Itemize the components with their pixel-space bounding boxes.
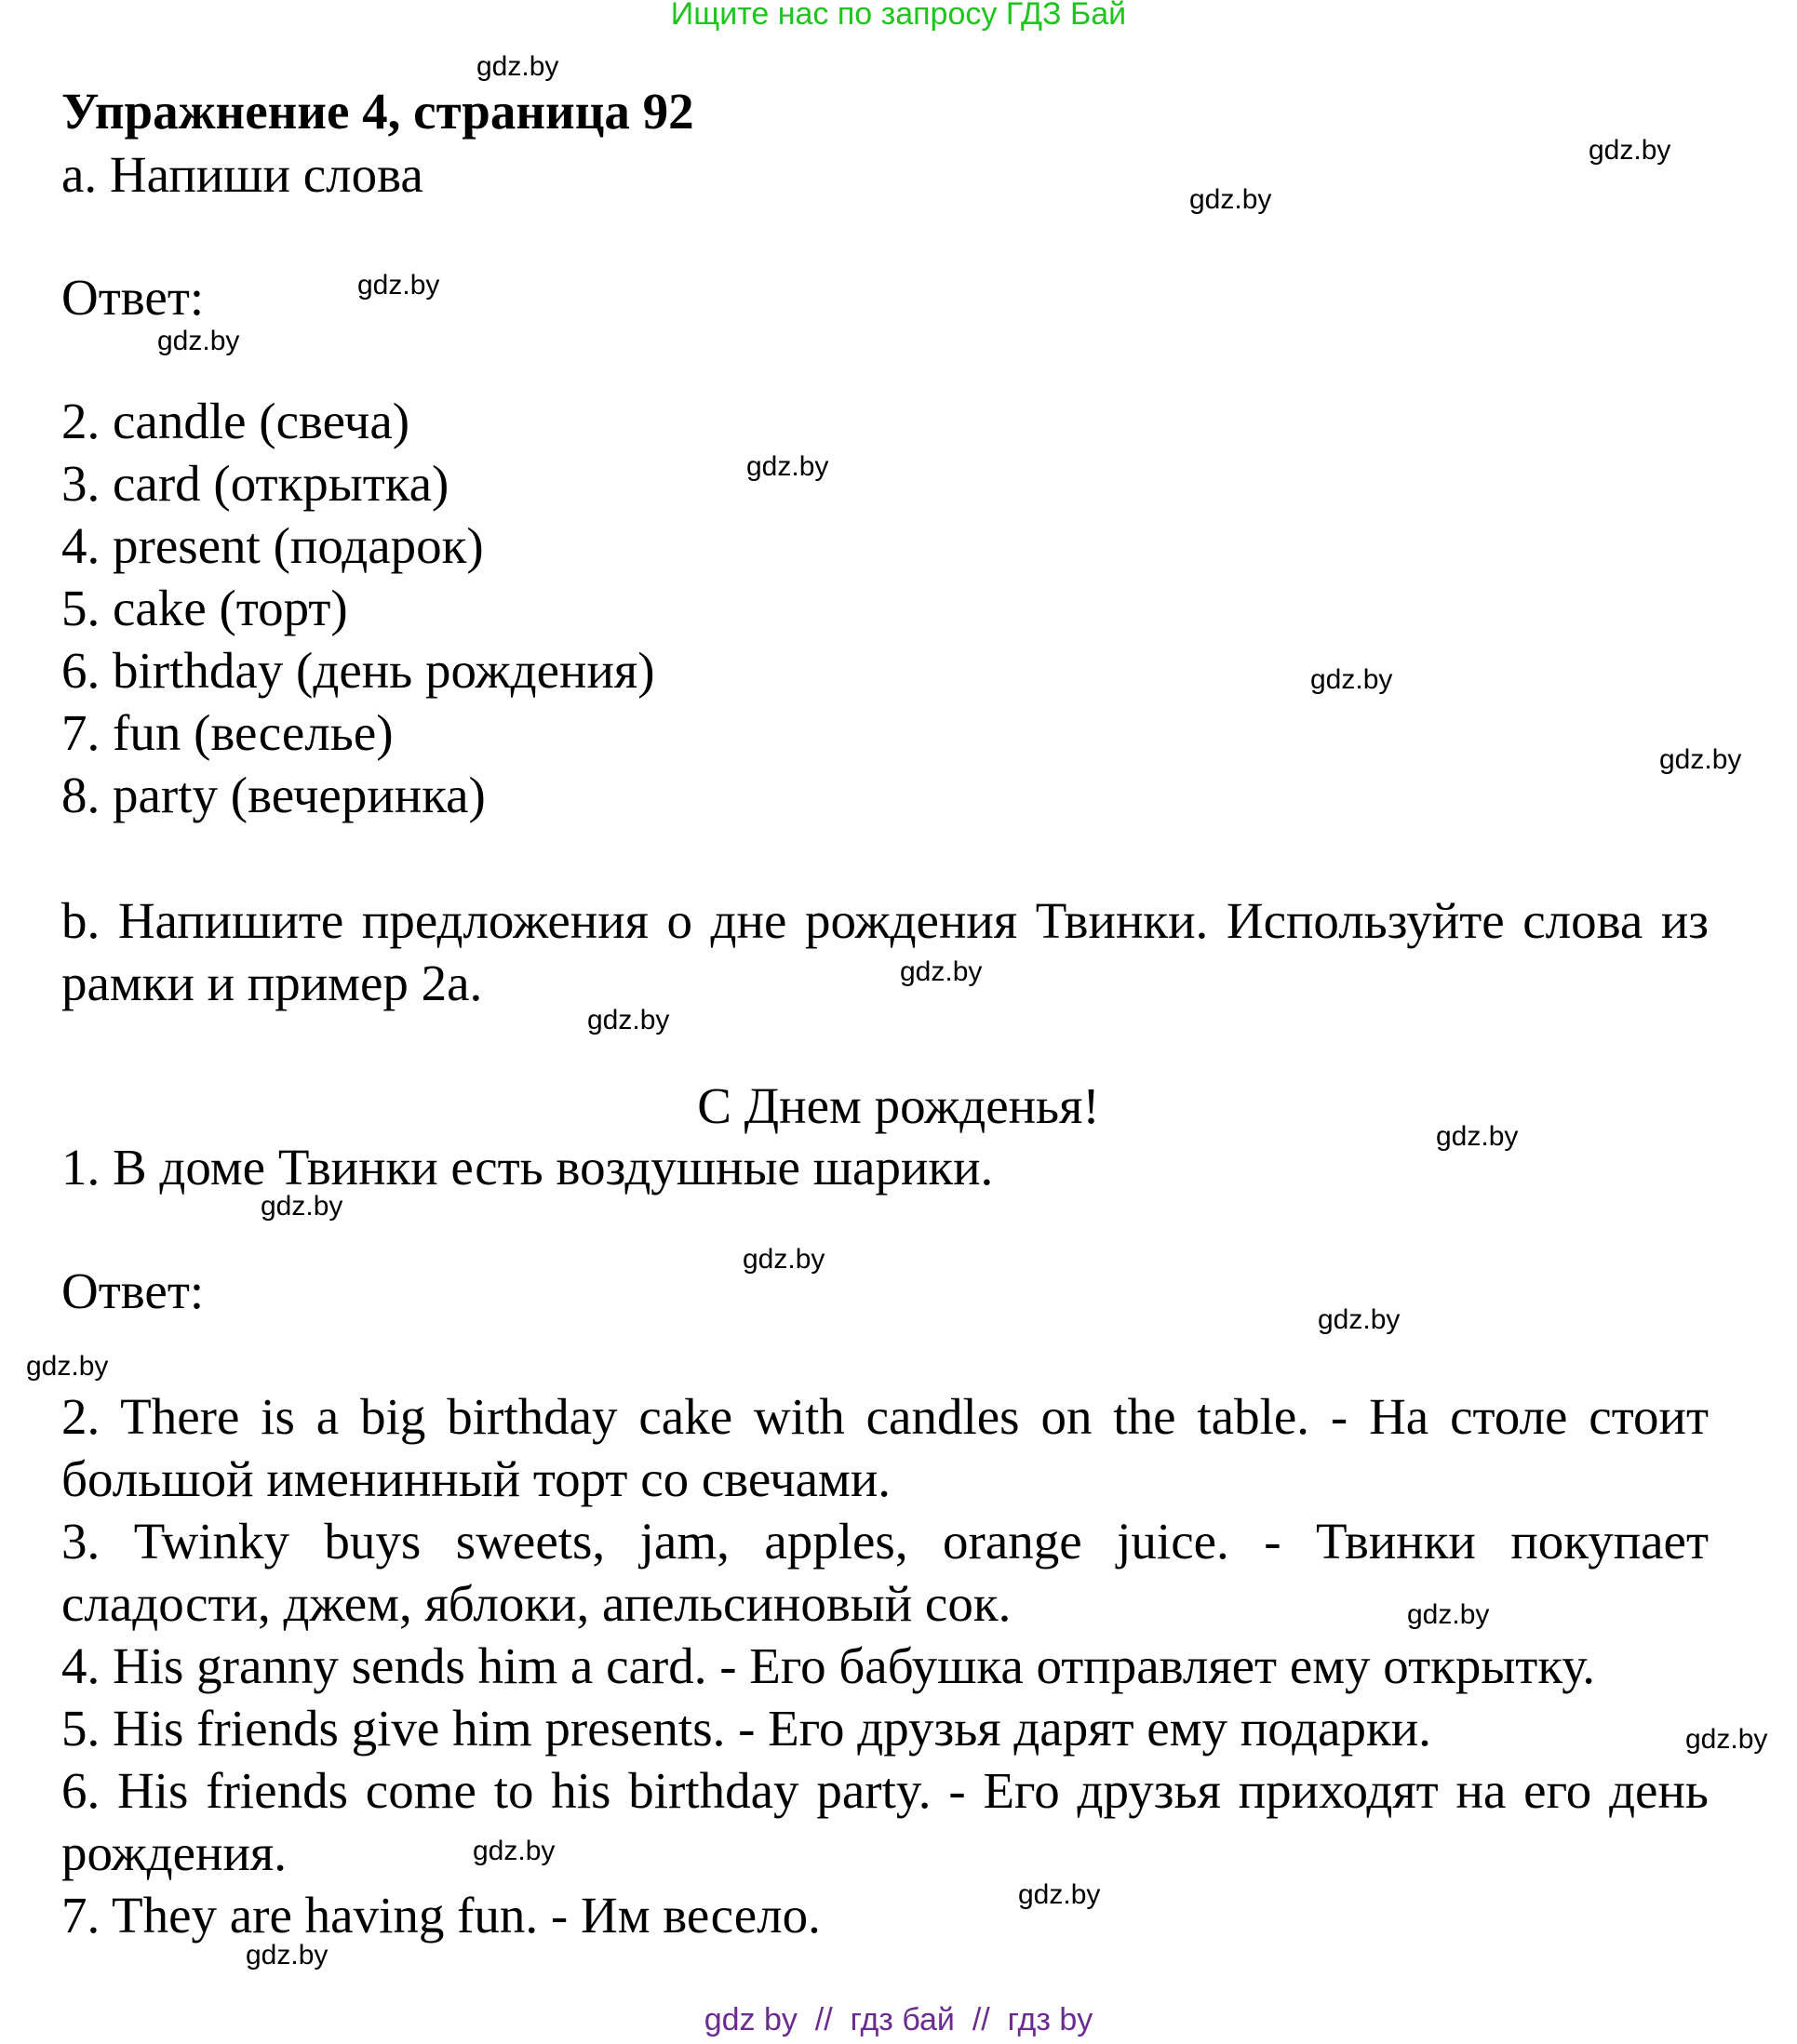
watermark: gdz.by (1589, 135, 1671, 166)
top-banner: Ищите нас по запросу ГДЗ Бай (670, 0, 1127, 32)
sentence-item: 3. Twinky buys sweets, jam, apples, orange juice. - Твинки покупает сладости, джем, яблоки, апельсиновый сок. (61, 1513, 1709, 1632)
watermark: gdz.by (587, 1005, 670, 1035)
footer-links: gdz by // гдз бай // гдз by (704, 2002, 1093, 2037)
watermark: gdz.by (1436, 1121, 1519, 1152)
word-item: 7. fun (веселье) (61, 704, 394, 761)
example-sentence: 1. В доме Твинки есть воздушные шарики. (61, 1139, 994, 1196)
watermark: gdz.by (743, 1244, 825, 1275)
sentence-item: 4. His granny sends him a card. - Его бабушка отправляет ему открытку. (61, 1637, 1596, 1694)
watermark: gdz.by (1685, 1724, 1768, 1755)
sentence-item: 2. There is a big birthday cake with candles on the table. - На столе стоит большой именинный торт со свечами. (61, 1388, 1709, 1507)
watermark: gdz.by (473, 1836, 556, 1866)
watermark: gdz.by (157, 326, 240, 356)
answer-label: Ответ: (61, 269, 205, 326)
watermark: gdz.by (26, 1351, 109, 1382)
sentence-item: 6. His friends come to his birthday party. - Его друзья приходят на его день рождения. (61, 1762, 1709, 1881)
task-b: b. Напишите предложения о дне рождения Твинки. Используйте слова из рамки и пример 2а. (61, 892, 1709, 1011)
watermark: gdz.by (1659, 744, 1742, 775)
exercise-title: Упражнение 4, страница 92 (61, 83, 694, 140)
watermark: gdz.by (900, 956, 983, 987)
watermark: gdz.by (261, 1191, 343, 1222)
watermark: gdz.by (476, 51, 559, 82)
task-a: а. Напиши слова (61, 146, 423, 203)
watermark: gdz.by (746, 451, 829, 482)
section-heading: С Днем рожденья! (697, 1077, 1100, 1134)
word-item: 6. birthday (день рождения) (61, 642, 655, 699)
watermark: gdz.by (1018, 1879, 1101, 1910)
word-item: 8. party (вечеринка) (61, 767, 486, 823)
sentence-item: 7. They are having fun. - Им весело. (61, 1887, 821, 1944)
word-item: 5. cake (торт) (61, 580, 348, 636)
word-item: 3. card (открытка) (61, 455, 449, 512)
word-item: 4. present (подарок) (61, 517, 484, 574)
watermark: gdz.by (246, 1940, 329, 1971)
watermark: gdz.by (1189, 184, 1272, 215)
word-item: 2. candle (свеча) (61, 393, 410, 449)
sentence-item: 5. His friends give him presents. - Его друзья дарят ему подарки. (61, 1700, 1431, 1757)
watermark: gdz.by (1310, 664, 1393, 695)
answer-label-2: Ответ: (61, 1262, 205, 1319)
watermark: gdz.by (1407, 1599, 1490, 1630)
watermark: gdz.by (357, 270, 440, 301)
watermark: gdz.by (1318, 1304, 1401, 1335)
